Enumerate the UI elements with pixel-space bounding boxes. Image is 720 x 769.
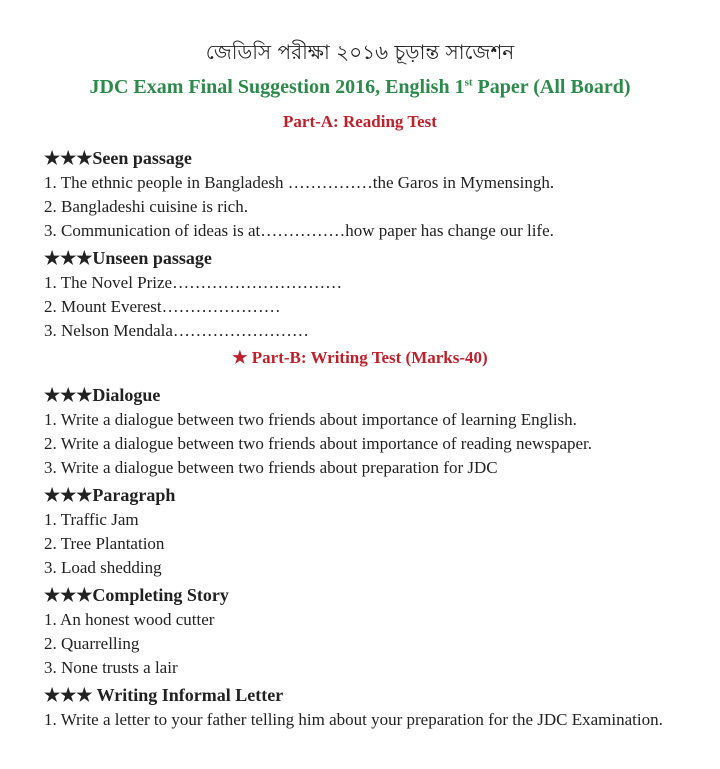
english-title-main: JDC Exam Final Suggestion 2016, English 1 [89,76,465,98]
seen-passage-heading: ★★★Seen passage [44,148,192,168]
story-item-1: 1. An honest wood cutter [44,610,215,629]
unseen-passage-item-1: 1. The Novel Prize………………………… [44,273,343,292]
english-title-superscript: st [464,76,473,89]
paragraph-item-2: 2. Tree Plantation [44,534,165,553]
bengali-title: জেডিসি পরীক্ষা ২০১৬ চূড়ান্ত সাজেশন [205,40,515,64]
seen-passage-item-1: 1. The ethnic people in Bangladesh ……………the Garos in Mymensingh. [44,173,555,192]
unseen-passage-heading: ★★★Unseen passage [44,248,212,268]
dialogue-heading: ★★★Dialogue [44,385,161,405]
story-item-3: 3. None trusts a lair [44,658,178,677]
paragraph-heading: ★★★Paragraph [44,485,176,505]
letter-heading: ★★★ Writing Informal Letter [44,685,284,705]
english-title-tail: Paper (All Board) [472,76,631,98]
unseen-passage-item-2: 2. Mount Everest………………… [44,297,281,316]
dialogue-item-1: 1. Write a dialogue between two friends about importance of learning English. [44,410,577,429]
part-b-heading: ★ Part-B: Writing Test (Marks-40) [232,348,488,367]
dialogue-item-2: 2. Write a dialogue between two friends about importance of reading newspaper. [44,434,593,453]
unseen-passage-item-3: 3. Nelson Mendala…………………… [44,321,309,340]
english-title [0,76,720,99]
dialogue-item-3: 3. Write a dialogue between two friends about preparation for JDC [44,458,498,477]
paragraph-item-3: 3. Load shedding [44,558,162,577]
seen-passage-item-2: 2. Bangladeshi cuisine is rich. [44,197,248,216]
paragraph-item-1: 1. Traffic Jam [44,510,139,529]
seen-passage-item-3: 3. Communication of ideas is at……………how paper has change our life. [44,221,554,240]
letter-item-1: 1. Write a letter to your father telling him about your preparation for the JDC Examination. [44,710,663,729]
story-item-2: 2. Quarrelling [44,634,140,653]
story-heading: ★★★Completing Story [44,585,229,605]
part-a-heading: Part-A: Reading Test [283,112,437,131]
